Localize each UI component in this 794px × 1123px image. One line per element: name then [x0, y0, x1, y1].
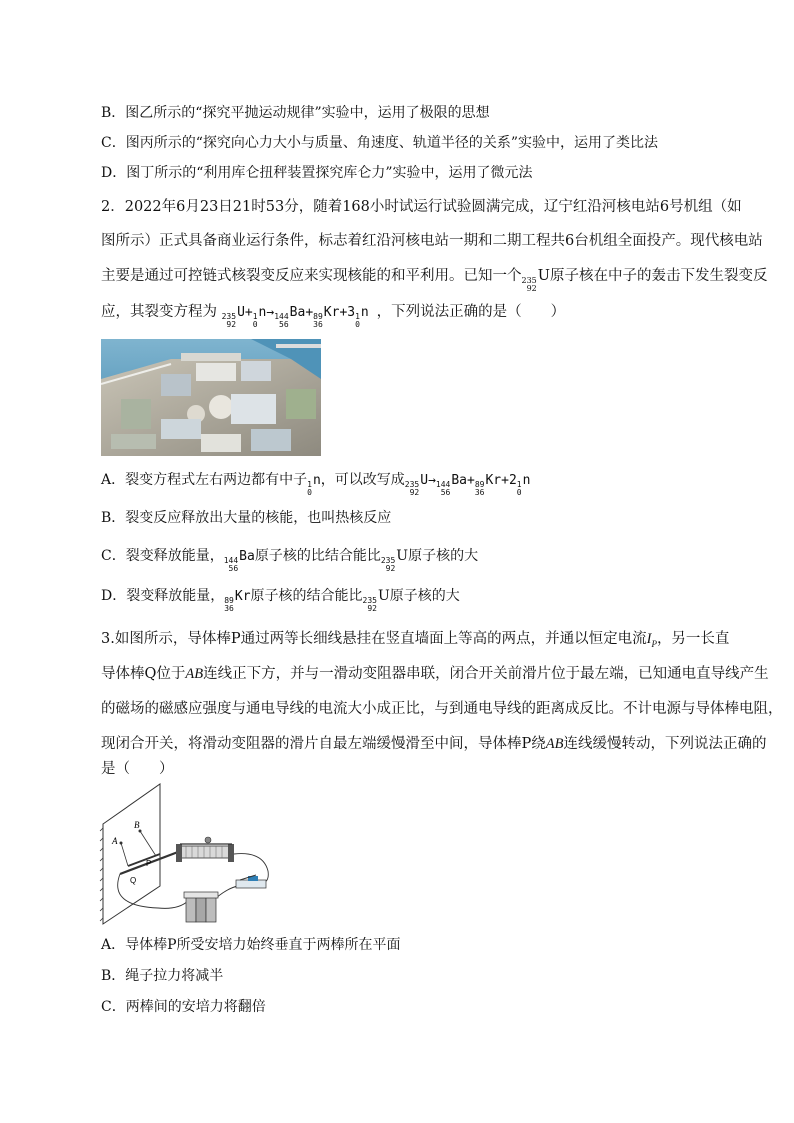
q2-option-d: D．裂变释放能量， 89 36 Kr原子核的结合能比 235 92 U原子核的大: [101, 588, 460, 613]
svg-text:B: B: [134, 820, 140, 830]
q3-line4: 现闭合开关，将滑动变阻器的滑片自最左端缓慢滑至中间，导体棒P绕AB连线缓慢转动，下列说法正确的: [101, 736, 767, 752]
q2-option-c: C．裂变释放能量， 144 56 Ba原子核的比结合能比 235 92 U原子核的大: [101, 548, 479, 573]
q3-option-c: C．两棒间的安培力将翻倍: [101, 999, 266, 1015]
option-c-prev: C．图丙所示的“探究向心力大小与质量、角速度、轨道半径的关系”实验中，运用了类比法: [101, 135, 659, 151]
q2-option-b: B．裂变反应释放出大量的核能，也叫热核反应: [101, 510, 392, 526]
q2-line2: 图所示）正式具备商业运行条件，标志着红沿河核电站一期和二期工程共6台机组全面投产。现代核电站: [101, 233, 763, 249]
q3-line1: 3.如图所示，导体棒P通过两等长细线悬挂在竖直墙面上等高的两点，并通以恒定电流$I_P$，另一长直: [101, 631, 730, 649]
q3-line2: 导体棒Q位于AB连线正下方，并与一滑动变阻器串联，闭合开关前滑片位于最左端，已知通电直导线产生: [101, 666, 769, 682]
svg-text:Q: Q: [130, 876, 137, 885]
q3-option-a: A．导体棒P所受安培力始终垂直于两棒所在平面: [101, 937, 401, 953]
option-b-prev: B．图乙所示的“探究平抛运动规律”实验中，运用了极限的思想: [101, 105, 490, 121]
q2-line1: 2．2022年6月23日21时53分，随着168小时试运行试验圆满完成，辽宁红沿河核电站6号机组（如: [101, 199, 742, 215]
q2-line3: 主要是通过可控链式核裂变反应来实现核能的和平利用。已知一个 235 92 U原子核在中子的轰击下发生裂变反: [101, 268, 768, 293]
option-d-prev: D．图丁所示的“利用库仑扭秤装置探究库仑力”实验中，运用了微元法: [101, 165, 533, 181]
svg-text:A: A: [112, 836, 118, 846]
q2-option-a: A．裂变方程式左右两边都有中子 1 0 n，可以改写成 235 92 U→ 144 56 Ba+ 89 36 Kr+2 1 0 n: [101, 472, 531, 497]
circuit-figure: [98, 776, 278, 926]
q3-line3: 的磁场的磁感应强度与通电导线的电流大小成正比，与到通电导线的距离成反比。不计电源与导体棒电阻，: [101, 701, 783, 717]
svg-text:P: P: [146, 859, 152, 868]
q3-option-b: B．绳子拉力将减半: [101, 968, 224, 984]
q3-line5: 是（ ）: [101, 761, 174, 777]
nuclear-plant-photo: [101, 339, 321, 456]
q2-line4: 应，其裂变方程为 235 92 U+ 1 0 n→ 144 56 Ba+ 89 36 Kr+3 1 0 n ，下列说法正确的是（ ）: [101, 304, 566, 329]
fission-equation: 235 92 U+ 1 0 n→ 144 56 Ba+ 89 36 Kr+3 1 0 n: [221, 305, 369, 329]
